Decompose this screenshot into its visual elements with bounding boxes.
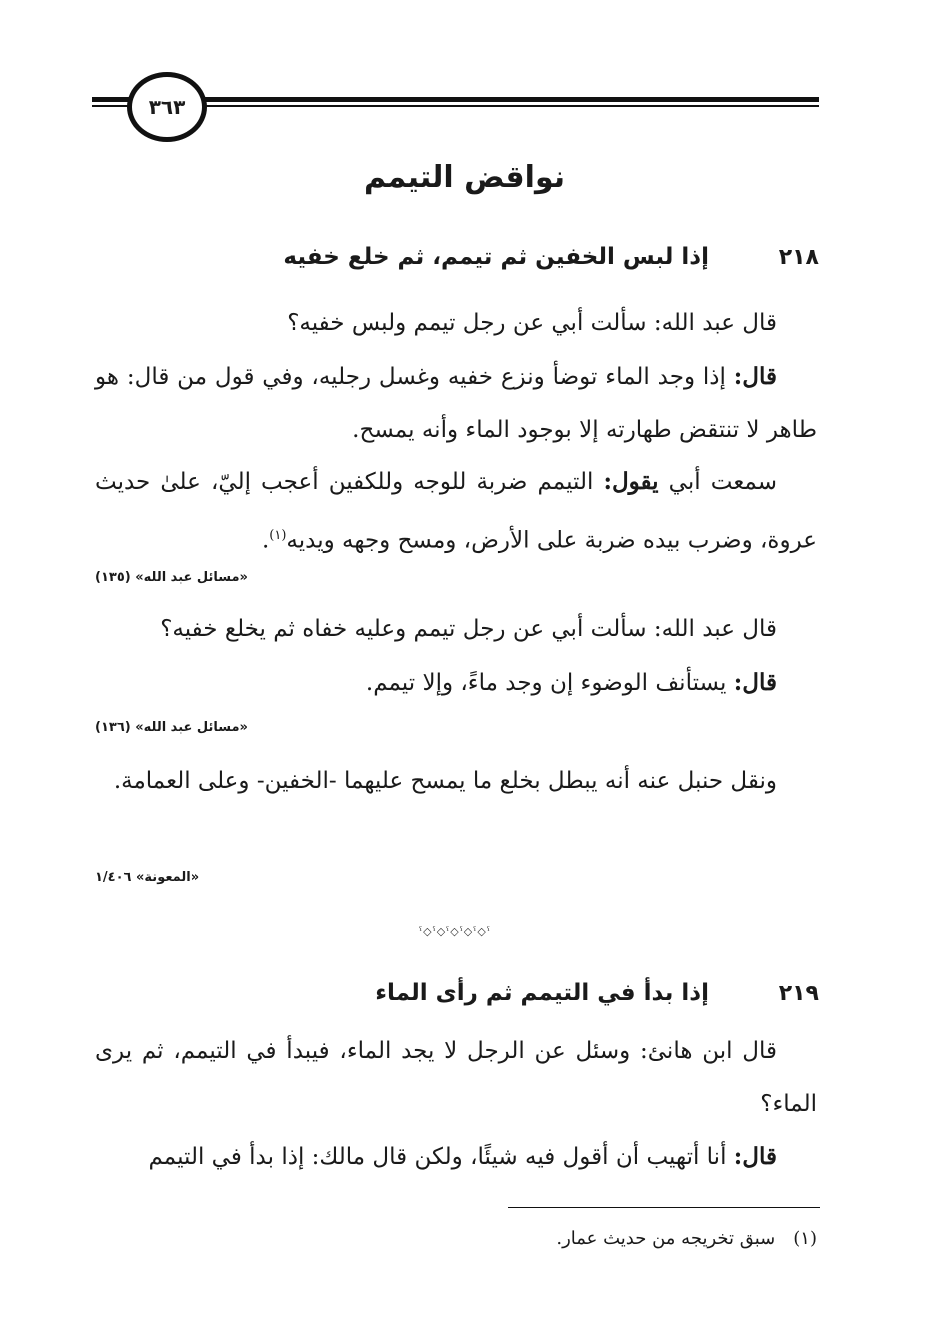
paragraph-text: . (261, 527, 270, 554)
issue-title: إذا لبس الخفين ثم تيمم، ثم خلع خفيه (283, 244, 709, 270)
paragraph-text: قال عبد الله: سألت أبي عن رجل تيمم وعليه خفاه ثم يخلع خفيه؟ (160, 616, 777, 642)
footnote-mark: (١) (793, 1228, 817, 1249)
source-citation: «المعونة» ١/٤٠٦ (95, 870, 200, 885)
issue-219-heading (99, 980, 819, 1006)
paragraph-text: ونقل حنبل عنه أنه يبطل بخلع ما يمسح عليهما -الخفين- وعلى العمامة. (113, 768, 777, 794)
footnote-separator (508, 1207, 820, 1208)
speaker-label: قال: (733, 363, 777, 390)
paragraph-text: يستأنف الوضوء إن وجد ماءً، وإلا تيمم. (365, 670, 734, 696)
issue-title: إذا بدأ في التيمم ثم رأى الماء (375, 980, 709, 1006)
paragraph-text: قال ابن هانئ: وسئل عن الرجل لا يجد الماء، فيبدأ في التيمم، ثم يرى الماء؟ (95, 1038, 817, 1117)
paragraph (95, 455, 817, 568)
footnote-text: سبق تخريجه من حديث عمار. (556, 1228, 776, 1249)
chapter-title: نواقض التيمم (363, 160, 566, 195)
paragraph-text: إذا وجد الماء توضأ ونزع خفيه وغسل رجليه، وفي قول من قال: هو طاهر لا تنتقض طهارته إلا بوجود الماء وأنه يمسح. (95, 364, 817, 443)
source-citation: «مسائل عبد الله» (١٣٥) (95, 570, 248, 585)
footnote (556, 1228, 817, 1249)
paragraph (95, 1130, 817, 1184)
footnote-reference[interactable]: (١) (269, 528, 287, 543)
page-number: ٣٦٣ (127, 72, 207, 142)
paragraph-text: التيمم ضربة للوجه وللكفين أعجب إليّ، علىٰ حديث عروة، وضرب بيده ضربة على الأرض، ومسح وجهه ويديه (95, 469, 817, 554)
paragraph (95, 755, 817, 808)
issue-number: ٢١٨ (778, 244, 819, 270)
paragraph (95, 350, 817, 457)
paragraph-text: أنا أتهيب أن أقول فيه شيئًا، ولكن قال مالك: إذا بدأ في التيمم (148, 1144, 734, 1170)
source-citation: «مسائل عبد الله» (١٣٦) (95, 720, 248, 735)
paragraph-text: قال عبد الله: سألت أبي عن رجل تيمم ولبس خفيه؟ (287, 310, 777, 336)
speaker-label: يقول: (603, 468, 659, 495)
paragraph (95, 656, 817, 710)
paragraph (95, 1025, 817, 1131)
issue-number: ٢١٩ (778, 980, 819, 1006)
paragraph-text: سمعت أبي (658, 469, 777, 495)
speaker-label: قال: (733, 669, 777, 696)
section-divider-ornament: ˁ◇ˁ◇ˁ◇ˁ◇ˁ◇ˁ (419, 925, 491, 938)
issue-218-heading (99, 244, 819, 270)
paragraph (95, 297, 817, 350)
speaker-label: قال: (733, 1143, 777, 1170)
paragraph (95, 603, 817, 656)
